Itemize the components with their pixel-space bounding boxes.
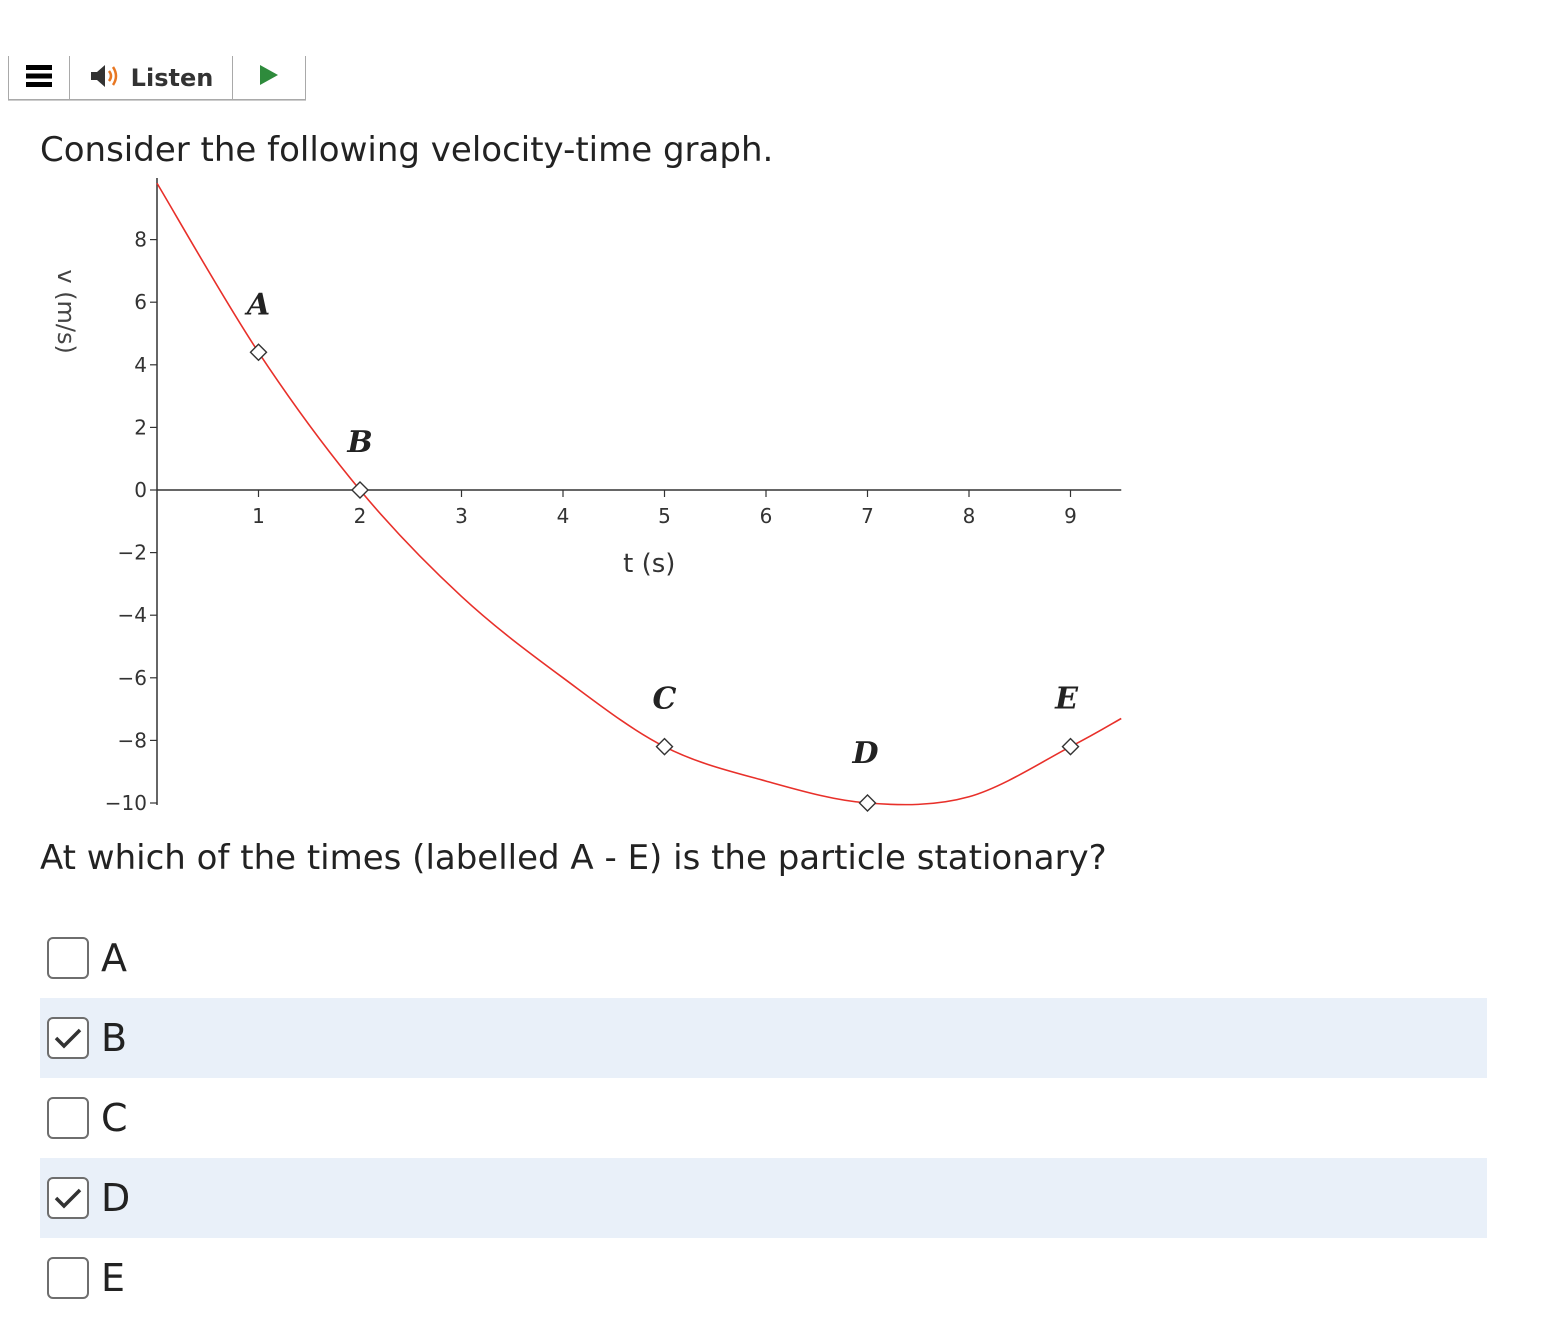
x-axis-label: t (s) [623,549,676,579]
speaker-icon [89,63,123,94]
x-tick-label: 9 [1064,504,1077,528]
option-d[interactable] [40,1158,1487,1238]
play-button[interactable] [233,56,305,99]
y-axis-label: v (m/s) [52,269,80,354]
checkbox[interactable] [47,1177,89,1219]
x-tick-label: 7 [861,504,874,528]
question-intro: Consider the following velocity-time graph. [40,130,774,170]
y-tick-label: −2 [117,540,147,565]
x-tick-label: 4 [556,504,570,528]
point-label-e: E [1055,681,1078,717]
option-label: C [101,1096,128,1140]
y-tick-label: 8 [134,227,147,252]
option-label: D [101,1176,131,1220]
checkmark-icon [53,1026,83,1050]
y-tick-label: 2 [134,415,147,440]
point-marker-c [657,739,673,755]
point-label-c: C [652,681,677,717]
checkbox[interactable] [47,1097,89,1139]
point-label-b: B [347,425,373,460]
x-tick-label: 3 [455,504,468,528]
point-label-d: D [852,736,879,771]
x-tick-label: 6 [759,504,773,528]
velocity-curve [157,183,1121,804]
option-a[interactable] [40,918,1487,998]
listen-label: Listen [130,64,214,92]
point-marker-a [251,344,267,360]
option-b[interactable] [40,998,1487,1078]
x-tick-label: 2 [353,504,367,528]
y-tick-label: −6 [117,665,147,690]
y-tick-label: −10 [104,791,147,815]
y-tick-label: −8 [117,728,147,753]
listen-toolbar [8,56,306,100]
y-tick-label: 6 [134,290,147,315]
point-label-a: A [246,287,271,323]
point-marker-e [1063,739,1079,755]
x-tick-label: 8 [962,504,976,528]
option-label: E [101,1256,126,1300]
menu-button[interactable] [9,56,70,100]
y-tick-label: 4 [134,352,147,377]
option-e[interactable] [40,1238,1487,1318]
answer-options [40,918,1487,1318]
checkbox[interactable] [47,937,89,979]
play-icon [258,63,280,92]
x-tick-label: 1 [252,504,265,528]
checkbox[interactable] [47,1257,89,1299]
y-tick-label: 0 [134,478,147,502]
checkbox[interactable] [47,1017,89,1059]
option-label: A [101,936,127,980]
checkmark-icon [53,1186,83,1210]
question-prompt: At which of the times (labelled A - E) is the particle stationary? [40,838,1107,878]
option-c[interactable] [40,1078,1487,1158]
velocity-time-graph [0,170,1140,820]
y-tick-label: −4 [117,603,147,628]
menu-icon [26,63,52,94]
point-marker-d [860,795,876,811]
listen-button[interactable] [70,56,233,100]
option-label: B [101,1016,128,1060]
x-tick-label: 5 [658,504,671,528]
